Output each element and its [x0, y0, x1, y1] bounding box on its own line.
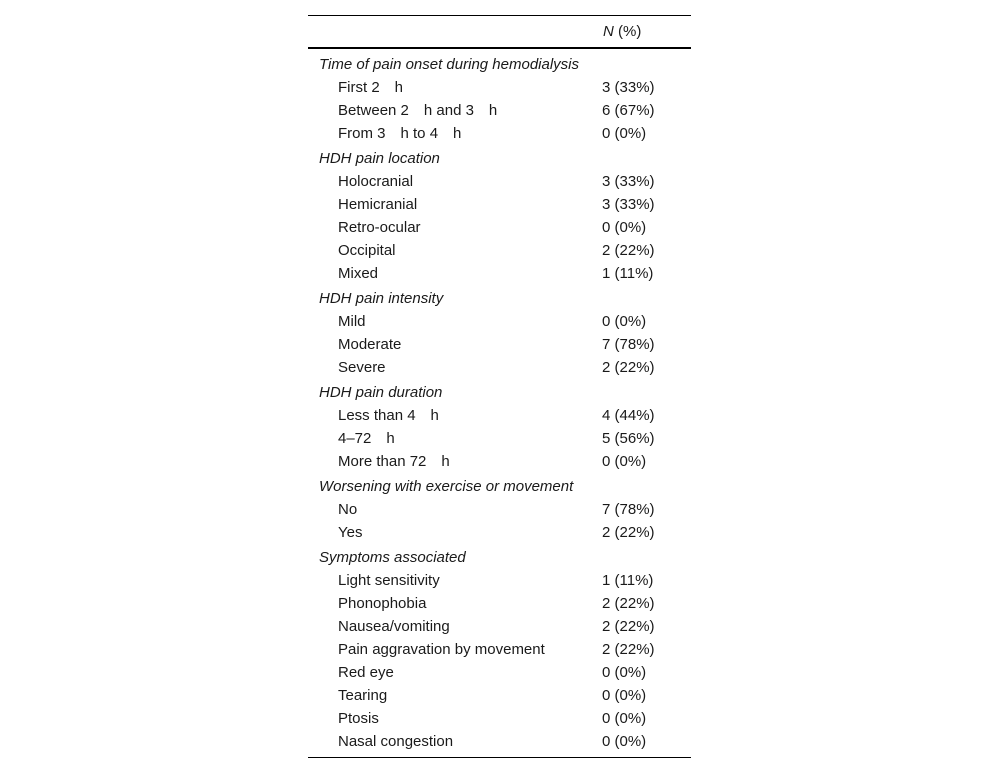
table-row [308, 498, 691, 521]
row-label: Severe [338, 359, 386, 376]
row-label: Retro-ocular [338, 219, 421, 236]
row-value: 2 (22%) [602, 524, 655, 541]
row-value: 3 (33%) [602, 196, 655, 213]
data-table [308, 15, 691, 758]
table-row [308, 239, 691, 262]
table-section [308, 546, 691, 753]
table-section [308, 475, 691, 544]
row-label: Tearing [338, 687, 388, 704]
table-row [308, 615, 691, 638]
column-header-n: N [603, 23, 614, 40]
row-label: Between 2 h and 3 h [338, 102, 498, 119]
row-label: Phonophobia [338, 595, 427, 612]
table-row [308, 427, 691, 450]
row-label: No [338, 501, 358, 518]
row-value: 0 (0%) [602, 313, 647, 330]
row-value: 7 (78%) [602, 336, 655, 353]
section-title: HDH pain duration [319, 384, 443, 401]
table-row [308, 310, 691, 333]
section-title: HDH pain location [319, 150, 440, 167]
row-label: Mild [338, 313, 366, 330]
row-label: Light sensitivity [338, 572, 440, 589]
section-title: HDH pain intensity [319, 290, 444, 307]
row-label: Nausea/vomiting [338, 618, 450, 635]
table-row [308, 193, 691, 216]
table-row [308, 661, 691, 684]
table-row [308, 170, 691, 193]
row-value: 2 (22%) [602, 242, 655, 259]
section-title: Worsening with exercise or movement [319, 478, 574, 495]
table-row [308, 216, 691, 239]
row-value: 2 (22%) [602, 359, 655, 376]
table-row [308, 707, 691, 730]
table-row [308, 684, 691, 707]
row-value: 0 (0%) [602, 219, 647, 236]
row-label: From 3 h to 4 h [338, 125, 462, 142]
table-body [308, 49, 691, 758]
table-row [308, 569, 691, 592]
row-label: Mixed [338, 265, 379, 282]
row-label: Less than 4 h [338, 407, 439, 424]
table-row [308, 262, 691, 285]
row-label: Moderate [338, 336, 402, 353]
table-row [308, 592, 691, 615]
table-header-row [308, 16, 691, 49]
table-row [308, 730, 691, 753]
table-row [308, 638, 691, 661]
row-value: 3 (33%) [602, 79, 655, 96]
row-value: 0 (0%) [602, 733, 647, 750]
row-label: Holocranial [338, 173, 414, 190]
row-value: 0 (0%) [602, 125, 647, 142]
column-header-percent: (%) [613, 23, 642, 40]
table-section [308, 53, 691, 145]
row-label: Yes [338, 524, 363, 541]
row-value: 4 (44%) [602, 407, 655, 424]
row-value: 2 (22%) [602, 618, 655, 635]
row-value: 0 (0%) [602, 710, 647, 727]
table-section [308, 381, 691, 473]
row-label: Ptosis [338, 710, 379, 727]
section-title: Time of pain onset during hemodialysis [319, 56, 580, 73]
table-row [308, 76, 691, 99]
row-value: 5 (56%) [602, 430, 655, 447]
row-value: 0 (0%) [602, 453, 647, 470]
table-row [308, 122, 691, 145]
row-value: 0 (0%) [602, 687, 647, 704]
table-row [308, 333, 691, 356]
row-value: 3 (33%) [602, 173, 655, 190]
table-row [308, 404, 691, 427]
row-value: 2 (22%) [602, 641, 655, 658]
section-title: Symptoms associated [319, 549, 466, 566]
row-label: More than 72 h [338, 453, 450, 470]
row-label: Nasal congestion [338, 733, 454, 750]
row-value: 1 (11%) [602, 265, 654, 282]
row-value: 2 (22%) [602, 595, 655, 612]
row-value: 6 (67%) [602, 102, 655, 119]
table-row [308, 450, 691, 473]
row-label: First 2 h [338, 79, 404, 96]
table-section [308, 287, 691, 379]
table-row [308, 356, 691, 379]
row-label: Red eye [338, 664, 394, 681]
row-label: Hemicranial [338, 196, 418, 213]
row-value: 1 (11%) [602, 572, 654, 589]
row-value: 0 (0%) [602, 664, 647, 681]
table-section [308, 147, 691, 285]
row-value: 7 (78%) [602, 501, 655, 518]
row-label: Pain aggravation by movement [338, 641, 545, 658]
table-row [308, 99, 691, 122]
table-row [308, 521, 691, 544]
row-label: Occipital [338, 242, 396, 259]
row-label: 4–72 h [338, 430, 395, 447]
column-header-n-percent [603, 23, 641, 40]
